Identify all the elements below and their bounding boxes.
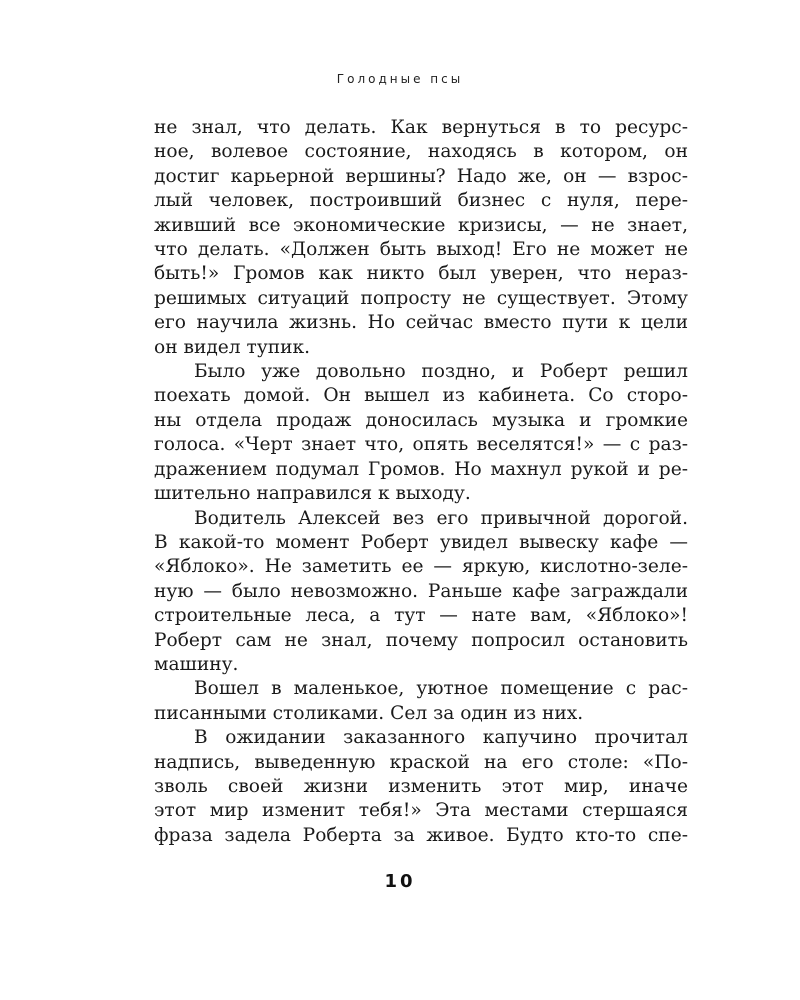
text-line: Роберт сам не знал, почему попросил остановить (154, 629, 688, 651)
text-line: быть!» Громов как никто был уверен, что нераз- (154, 263, 688, 285)
text-line: фраза задела Роберта за живое. Будто кто-то спе- (154, 824, 688, 846)
page-number: 10 (384, 871, 416, 892)
text-line: В ожидании заказанного капучино прочитал (194, 727, 688, 749)
text-line: Вошел в маленькое, уютное помещение с рас- (194, 678, 688, 700)
text-line: живший все экономические кризисы, — не знает, (154, 214, 688, 236)
text-line: надпись, выведенную краской на его столе: «По- (154, 751, 688, 773)
text-line: решимых ситуаций попросту не существует. Этому (154, 287, 688, 309)
text-line: машину. (154, 653, 239, 675)
text-line: «Яблоко». Не заметить ее — яркую, кислотно-зеле- (154, 556, 688, 578)
text-line: он видел тупик. (154, 336, 311, 358)
text-line: зволь своей жизни изменить этот мир, иначе (154, 775, 688, 797)
text-line: ны отдела продаж доносилась музыка и громкие (154, 409, 688, 431)
text-line: Водитель Алексей вез его привычной дорогой. (194, 507, 688, 529)
text-line: этот мир изменит тебя!» Эта местами стершаяся (154, 800, 688, 822)
text-line: строительные леса, а тут — нате вам, «Яблоко»! (154, 605, 688, 627)
text-line: Было уже довольно поздно, и Роберт решил (194, 361, 688, 383)
text-line: ную — было невозможно. Раньше кафе заграждали (154, 580, 688, 602)
text-line: достиг карьерной вершины? Надо же, он — взрос- (154, 165, 688, 187)
text-line: что делать. «Должен быть выход! Его не может не (154, 239, 688, 261)
text-line: писанными столиками. Сел за один из них. (154, 702, 584, 724)
text-line: его научила жизнь. Но сейчас вместо пути к цели (154, 312, 688, 334)
text-line: В какой-то момент Роберт увидел вывеску кафе — (154, 531, 688, 553)
body-text (154, 116, 688, 848)
text-line: дражением подумал Громов. Но махнул рукой и ре- (154, 458, 688, 480)
text-line: не знал, что делать. Как вернуться в то ресурс- (154, 117, 688, 138)
text-line: ное, волевое состояние, находясь в котором, он (154, 141, 688, 163)
text-line: лый человек, построивший бизнес с нуля, пере- (154, 190, 688, 212)
text-line: шительно направился к выходу. (154, 483, 471, 505)
text-line: голоса. «Черт знает что, опять веселятся!» — с раз- (154, 434, 688, 456)
running-head: Голодные псы (336, 72, 464, 86)
text-line: поехать домой. Он вышел из кабинета. Со сторо- (154, 385, 688, 407)
